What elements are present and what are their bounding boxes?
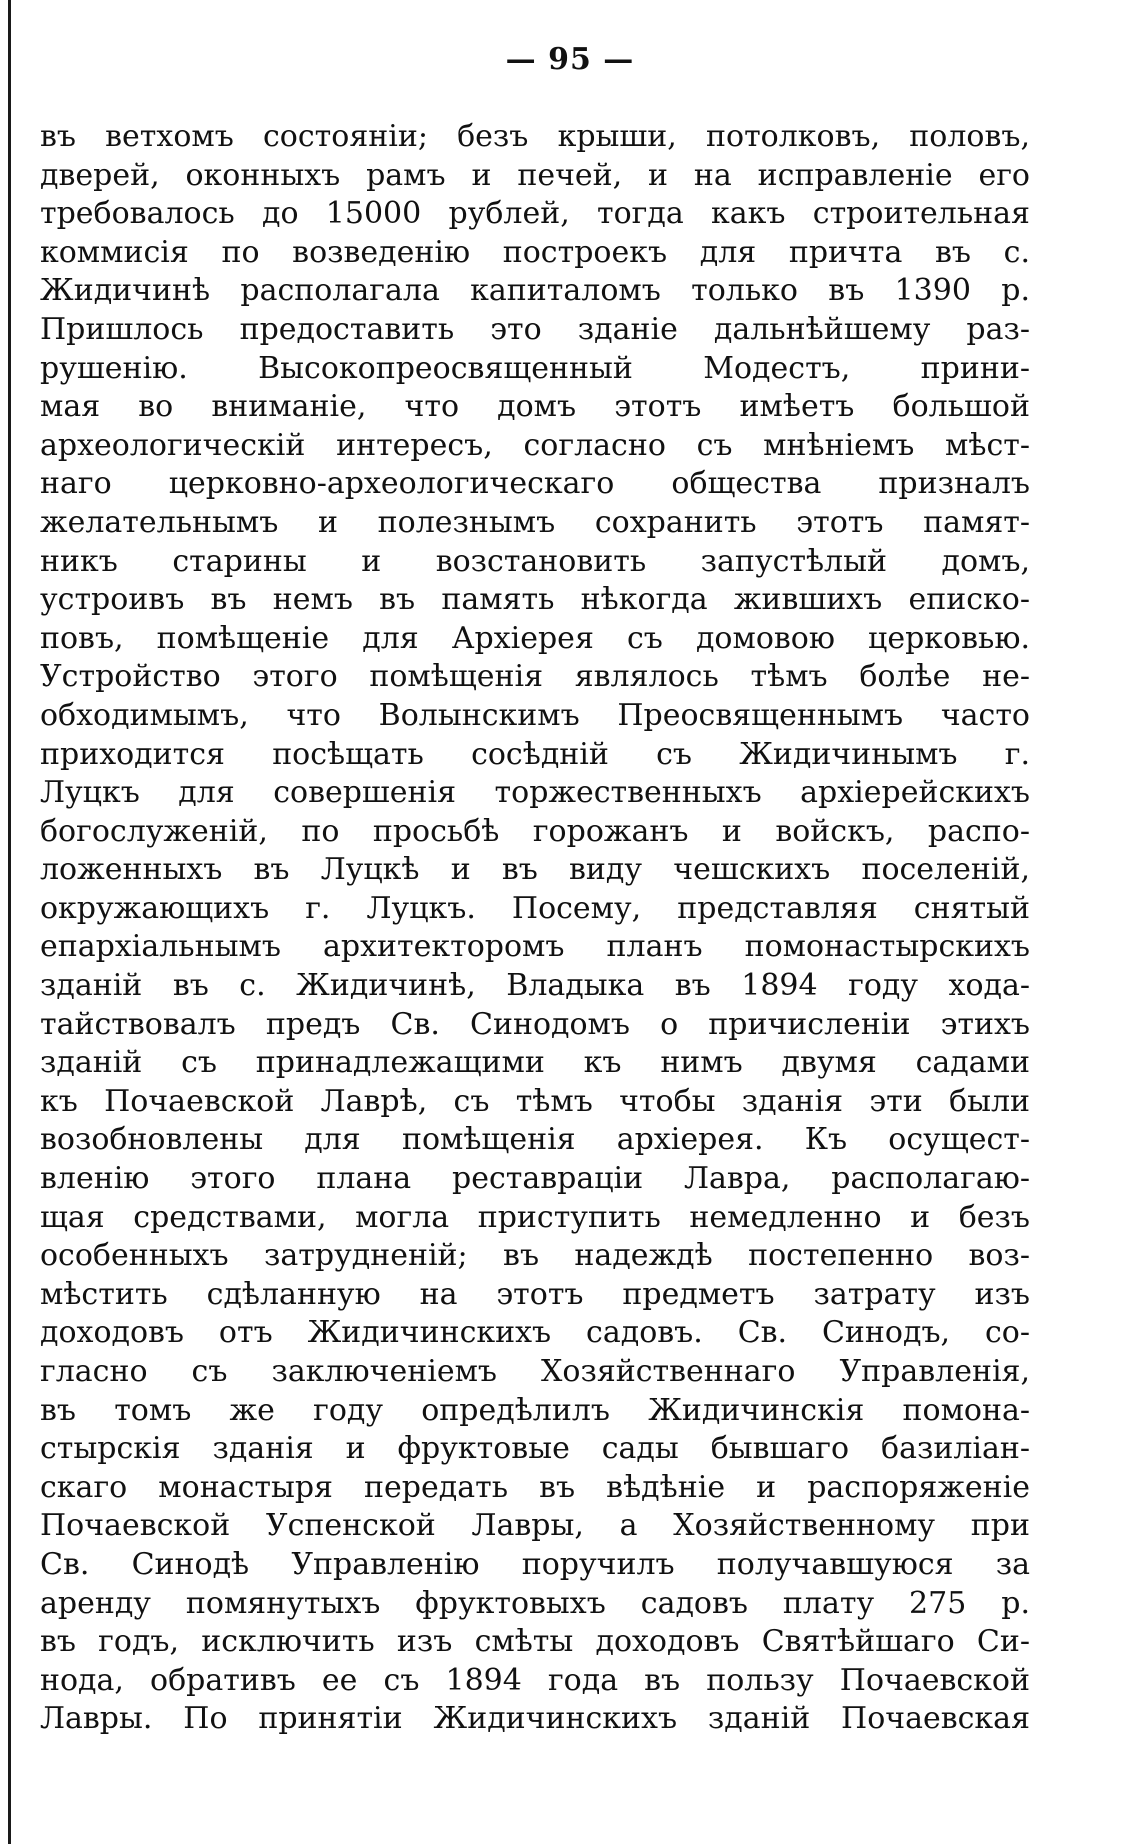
text-line: Жидичинѣ располагала капиталомъ только въ 1390 р. [40, 273, 1030, 309]
text-line: коммисія по возведенію построекъ для причта въ с. [40, 234, 1030, 270]
text-line: мая во вниманіе, что домъ этотъ имѣетъ большой [40, 389, 1030, 425]
text-line: къ Почаевской Лаврѣ, съ тѣмъ чтобы зданія эти были [40, 1083, 1030, 1119]
text-line: наго церковно-археологическаго общества призналъ [40, 466, 1030, 502]
page-edge-rule [8, 0, 11, 1844]
text-line: щая средствами, могла приступить немедленно и безъ [40, 1199, 1030, 1235]
text-line: Луцкъ для совершенія торжественныхъ архіерейскихъ [40, 775, 1030, 811]
text-line: приходится посѣщать сосѣдній съ Жидичинымъ г. [40, 736, 1030, 772]
text-line: стырскія зданія и фруктовые сады бывшаго базиліан- [40, 1431, 1030, 1467]
text-line: въ томъ же году опредѣлилъ Жидичинскія помона- [40, 1392, 1030, 1428]
text-line: устроивъ въ немъ въ память нѣкогда жившихъ еписко- [40, 582, 1030, 618]
text-line: повъ, помѣщеніе для Архіерея съ домовою церковью. [40, 620, 1030, 656]
text-line: въ ветхомъ состояніи; безъ крыши, потолковъ, половъ, [40, 119, 1030, 154]
text-line: никъ старины и возстановить запустѣлый домъ, [40, 543, 1030, 579]
text-line: особенныхъ затрудненій; въ надеждѣ постепенно воз- [40, 1238, 1030, 1274]
text-line: доходовъ отъ Жидичинскихъ садовъ. Св. Синодъ, со- [40, 1315, 1030, 1351]
text-line: зданій въ с. Жидичинѣ, Владыка въ 1894 году хода- [40, 968, 1030, 1004]
text-line: епархіальнымъ архитекторомъ планъ помонастырскихъ [40, 929, 1030, 965]
text-line: Лавры. По принятіи Жидичинскихъ зданій Почаевская [40, 1701, 1030, 1737]
text-line: въ годъ, исключить изъ смѣты доходовъ Святѣйшаго Си- [40, 1624, 1030, 1660]
text-line: скаго монастыря передать въ вѣдѣніе и распоряженіе [40, 1469, 1030, 1505]
text-line: ложенныхъ въ Луцкѣ и въ виду чешскихъ поселеній, [40, 852, 1030, 888]
text-line: Пришлось предоставить это зданіе дальнѣйшему раз- [40, 311, 1030, 347]
text-line: зданій съ принадлежащими къ нимъ двумя садами [40, 1045, 1030, 1081]
text-line: мѣстить сдѣланную на этотъ предметъ затрату изъ [40, 1276, 1030, 1312]
text-line: требовалось до 15000 рублей, тогда какъ строительная [40, 196, 1030, 232]
text-line: Св. Синодѣ Управленію поручилъ получавшуюся за [40, 1546, 1030, 1582]
body-text [40, 118, 1030, 1739]
text-line: дверей, оконныхъ рамъ и печей, и на исправленіе его [40, 157, 1030, 193]
text-line: богослуженій, по просьбѣ горожанъ и войскъ, распо- [40, 813, 1030, 849]
text-line: рушенію. Высокопреосвященный Модестъ, прини- [40, 350, 1030, 386]
page-number: — 95 — [505, 42, 635, 77]
text-line: возобновлены для помѣщенія архіерея. Къ осущест- [40, 1122, 1030, 1158]
text-line: археологическій интересъ, согласно съ мнѣніемъ мѣст- [40, 427, 1030, 463]
text-line: гласно съ заключеніемъ Хозяйственнаго Управленія, [40, 1354, 1030, 1389]
text-line: Почаевской Успенской Лавры, а Хозяйственному при [40, 1508, 1030, 1544]
text-line: Устройство этого помѣщенія являлось тѣмъ болѣе не- [40, 659, 1030, 695]
text-line: тайствовалъ предъ Св. Синодомъ о причисленіи этихъ [40, 1006, 1030, 1042]
text-line: аренду помянутыхъ фруктовыхъ садовъ плату 275 р. [40, 1585, 1030, 1621]
text-line: желательнымъ и полезнымъ сохранить этотъ памят- [40, 504, 1030, 540]
text-line: окружающихъ г. Луцкъ. Посему, представляя снятый [40, 890, 1030, 926]
text-line: обходимымъ, что Волынскимъ Преосвященнымъ часто [40, 697, 1030, 733]
text-line: нода, обративъ ее съ 1894 года въ пользу Почаевской [40, 1662, 1030, 1698]
text-line: вленію этого плана реставраціи Лавра, располагаю- [40, 1161, 1030, 1197]
